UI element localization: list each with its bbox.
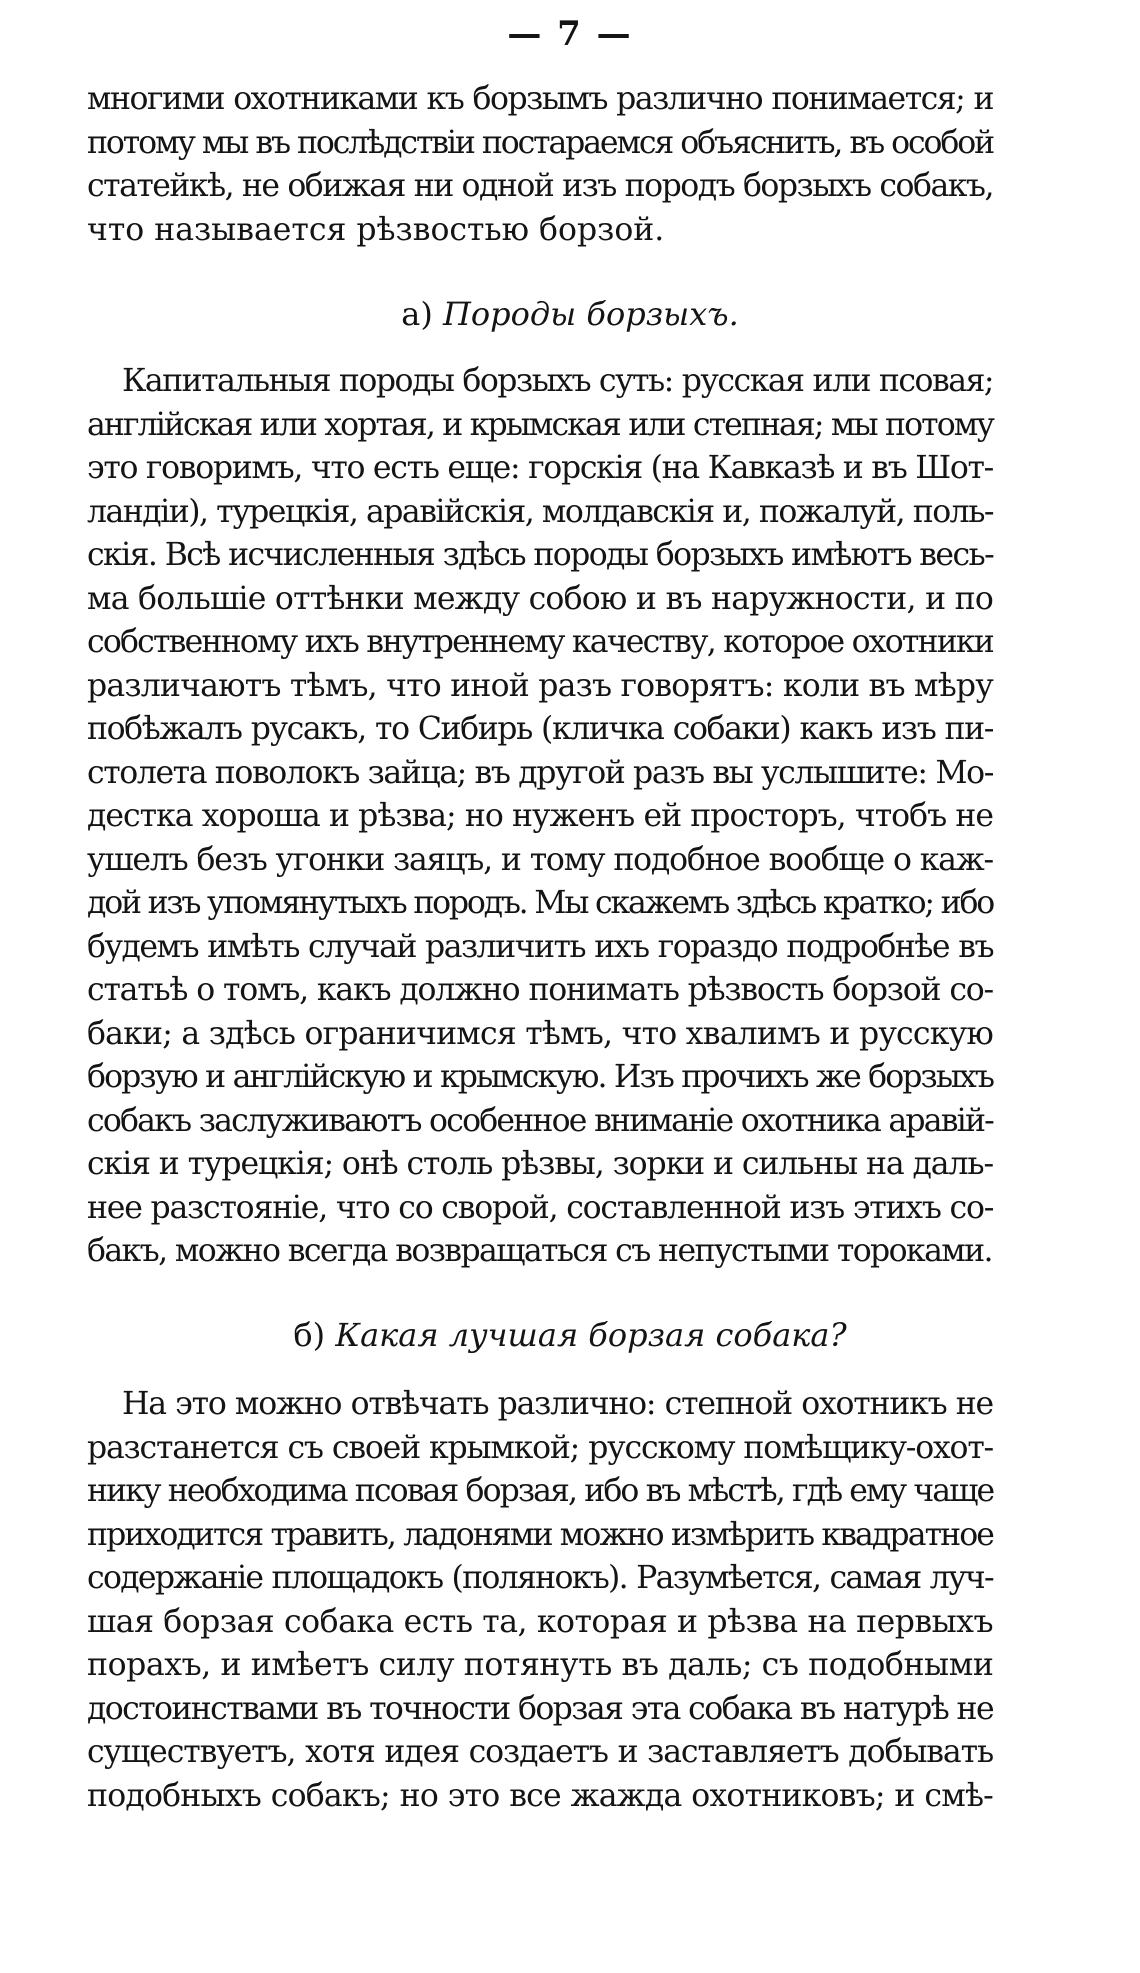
text-line: бакъ, можно всегда возвращаться съ непустыми тороками. [87, 1233, 992, 1269]
text-line: скія. Всѣ исчисленныя здѣсь породы борзыхъ имѣютъ весь- [87, 537, 994, 573]
text-line: статьѣ о томъ, какъ должно понимать рѣзвость борзой со- [87, 972, 993, 1008]
text-line: потому мы въ послѣдствіи постараемся объяснить, въ особой [87, 124, 993, 161]
text-line: побѣжалъ русакъ, то Сибирь (кличка собаки) какъ изъ пи- [87, 711, 993, 747]
page-number: — 7 — [507, 14, 633, 54]
text-line: нику необходима псовая борзая, ибо въ мѣстѣ, гдѣ ему чаще [87, 1473, 994, 1509]
text-line: это говоримъ, что есть еще: горскія (на Кавказѣ и въ Шот- [87, 450, 993, 486]
text-line: нее разстояніе, что со сворой, составленной изъ этихъ со- [87, 1189, 994, 1226]
text-line: существуетъ, хотя идея создаетъ и заставляетъ добывать [87, 1734, 993, 1770]
text-line: скія и турецкія; онѣ столь рѣзвы, зорки и сильны на даль- [87, 1146, 993, 1182]
section-b-marker: б) [293, 1316, 326, 1354]
text-line: ландіи), турецкія, аравійскія, молдавскія и, пожалуй, поль- [87, 493, 993, 530]
text-line: содержаніе площадокъ (полянокъ). Разумѣется, самая луч- [87, 1560, 993, 1596]
text-line: ушелъ безъ угонки заяцъ, и тому подобное вообще о каж- [87, 841, 993, 878]
text-line: борзую и англійскую и крымскую. Изъ прочихъ же борзыхъ [87, 1059, 993, 1095]
section-a-heading [0, 292, 1140, 336]
text-line: ма большіе оттѣнки между собою и въ наружности, и по [87, 580, 993, 617]
text-line: что называется рѣзвостью борзой. [87, 211, 665, 248]
top-paragraph [87, 78, 993, 252]
text-line: На это можно отвѣчать различно: степной охотникъ не [122, 1386, 993, 1422]
section-b-heading [0, 1313, 1140, 1357]
text-line: англійская или хортая, и крымская или степная; мы потому [87, 406, 993, 443]
text-line: собакъ заслуживаютъ особенное вниманіе охотника аравій- [87, 1102, 993, 1139]
text-line: Капитальныя породы борзыхъ суть: русская или псовая; [122, 363, 993, 399]
text-line: различаютъ тѣмъ, что иной разъ говорятъ: коли въ мѣру [87, 667, 993, 704]
text-line: будемъ имѣть случай различить ихъ гораздо подробнѣе въ [87, 928, 993, 965]
text-line: приходится травить, ладонями можно измѣрить квадратное [87, 1516, 993, 1553]
text-line: столета поволокъ зайца; въ другой разъ вы услышите: Мо- [87, 754, 993, 791]
text-line: статейкѣ, не обижая ни одной изъ породъ борзыхъ собакъ, [87, 168, 993, 204]
text-line: дой изъ упомянутыхъ породъ. Мы скажемъ здѣсь кратко; ибо [87, 885, 993, 921]
section-b-title: Какая лучшая борзая собака? [335, 1316, 847, 1354]
section-b-paragraph [87, 1383, 993, 1818]
section-a-paragraph [87, 360, 993, 1274]
section-a-title: Породы борзыхъ. [442, 295, 739, 333]
section-a-marker: а) [401, 295, 433, 333]
text-line: шая борзая собака есть та, которая и рѣзва на первыхъ [87, 1603, 993, 1640]
text-line: собственному ихъ внутреннему качеству, которое охотники [87, 624, 993, 660]
text-line: достоинствами въ точности борзая эта собака въ натурѣ не [87, 1690, 993, 1727]
text-line: дестка хороша и рѣзва; но нуженъ ей просторъ, чтобъ не [87, 798, 993, 834]
text-line: баки; а здѣсь ограничимся тѣмъ, что хвалимъ и русскую [87, 1015, 993, 1052]
text-line: многими охотниками къ борзымъ различно понимается; и [87, 81, 993, 117]
text-line: подобныхъ собакъ; но это все жажда охотниковъ; и смѣ- [87, 1777, 993, 1814]
text-line: разстанется съ своей крымкой; русскому помѣщику-охот- [87, 1429, 993, 1466]
text-line: порахъ, и имѣетъ силу потянуть въ даль; съ подобными [87, 1647, 994, 1683]
